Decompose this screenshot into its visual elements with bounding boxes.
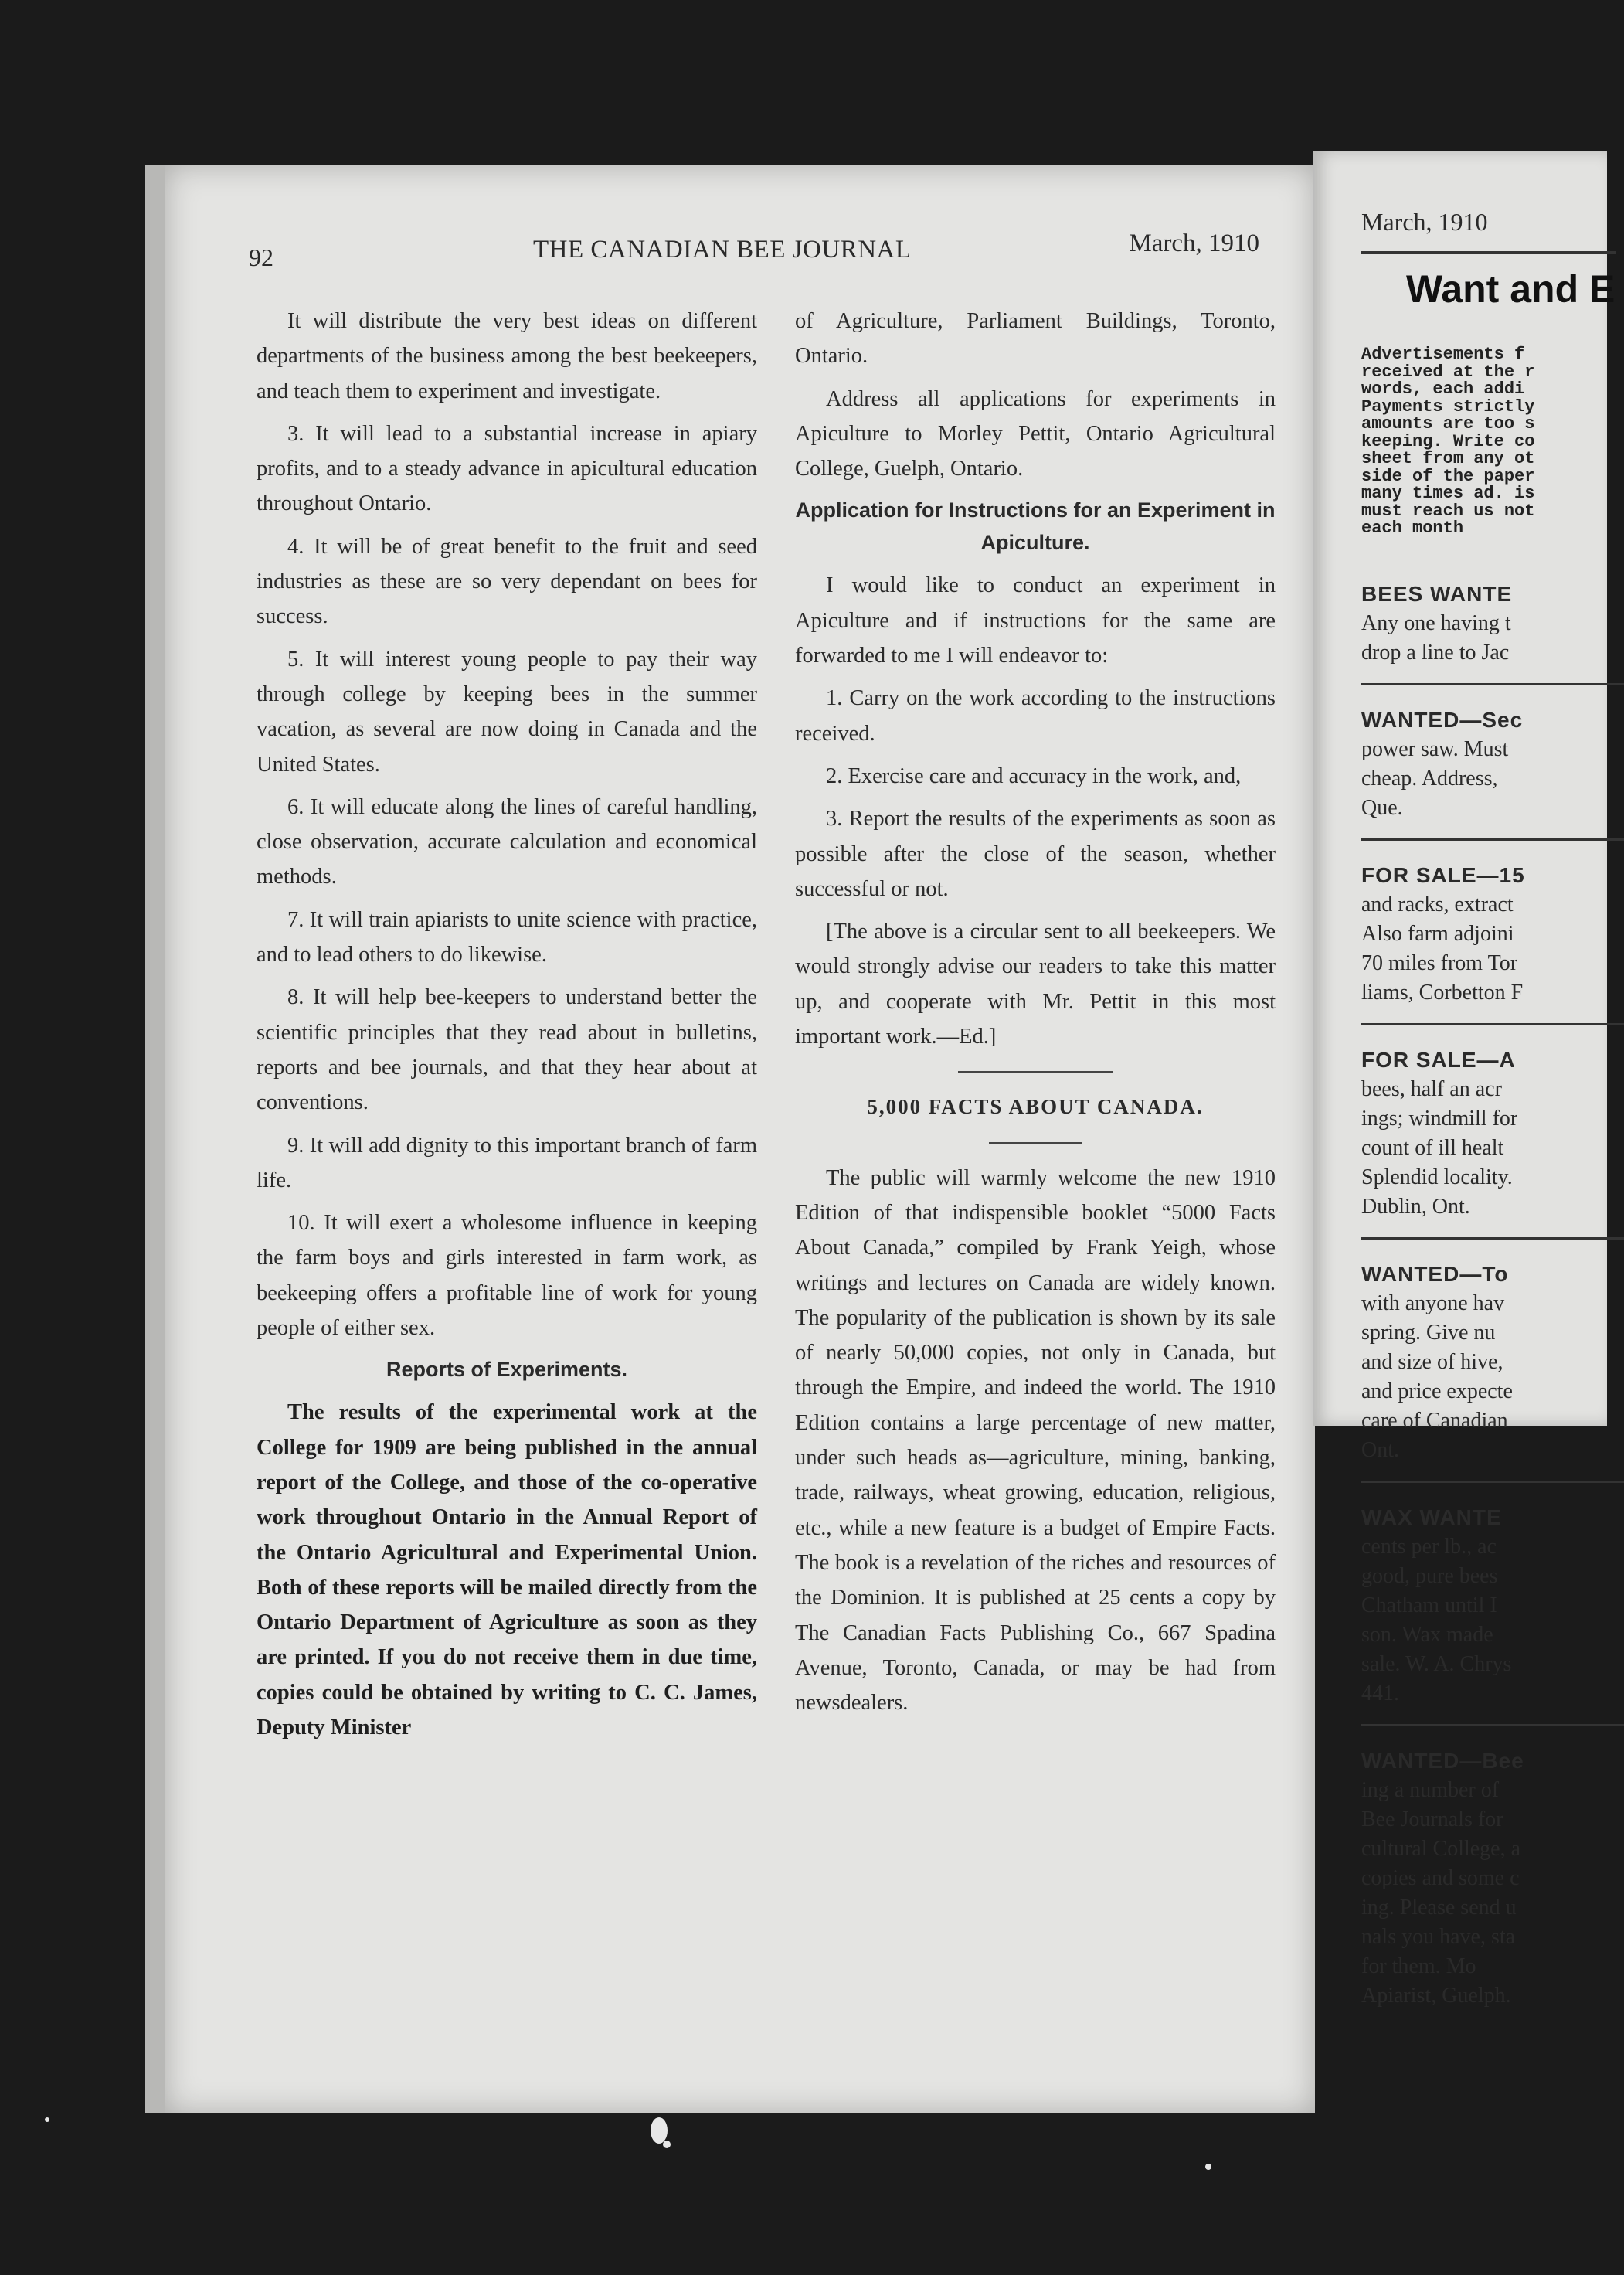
ad-line: and size of hive, <box>1361 1350 1503 1374</box>
notice-line: sheet from any ot <box>1361 449 1535 468</box>
classified-ad <box>1361 580 1624 685</box>
ad-line: ing a number of <box>1361 1778 1500 1802</box>
ad-line: son. Wax made <box>1361 1623 1493 1647</box>
notice-line: amounts are too s <box>1361 414 1535 434</box>
left-column <box>257 304 757 1753</box>
ad-line: Dublin, Ont. <box>1361 1195 1470 1219</box>
ad-line: drop a line to Jac <box>1361 641 1510 665</box>
ad-title: FOR SALE—15 <box>1361 863 1525 887</box>
ad-title: WANTED—Bee <box>1361 1749 1524 1773</box>
classified-heading: Want and E <box>1406 267 1616 311</box>
classified-ad <box>1361 861 1624 1025</box>
paragraph: of Agriculture, Parliament Buildings, Toronto, Ontario. <box>795 309 1276 369</box>
ad-line: for them. Mo <box>1361 1954 1476 1978</box>
editor-note: [The above is a circular sent to all beekeepers. We would strongly advise our readers to take this matter up, and cooperate with Mr. Pettit in this most important work.—Ed.] <box>795 920 1276 1049</box>
divider <box>989 1142 1082 1144</box>
page-header <box>249 230 1259 274</box>
reports-paragraph: The results of the experimental work at the College for 1909 are being published in the annual report of the College, and those of the co-operative work throughout Ontario in the Annual Report of the Ontario Agricultural and Experimental Union. Both of these reports will be mailed directly from the Ontario Department of Agriculture as soon as they are printed. If you do not receive them in due time, copies could be obtained by writing to C. C. James, Deputy Minister <box>257 1400 757 1739</box>
ad-line: with anyone hav <box>1361 1291 1505 1315</box>
classified-ad <box>1361 706 1624 841</box>
ad-line: Ont. <box>1361 1438 1399 1462</box>
list-item: 2. Exercise care and accuracy in the work, and, <box>826 763 1242 788</box>
paragraph: 5. It will interest young people to pay their way through college by keeping bees in the summer vacation, as several are now doing in Canada and the United States. <box>257 647 757 777</box>
list-item: 3. Report the results of the experiments as soon as possible after the close of the season, whether successful or not. <box>795 807 1276 901</box>
ad-line: Chatham until I <box>1361 1593 1497 1617</box>
ad-line: and price expecte <box>1361 1379 1513 1403</box>
ad-title: WAX WANTE <box>1361 1505 1502 1529</box>
journal-title: THE CANADIAN BEE JOURNAL <box>533 236 912 264</box>
facts-paragraph: The public will warmly welcome the new 1910 Edition of that indispensible booklet “5000 Facts About Canada,” compiled by Frank Yeigh, whose writings and lectures on Canada are widely known. The popularity of the publication is shown by its sale of nearly 50,000 copies, not only in Canada, but through the Empire, and indeed the world. The 1910 Edition contains a large percentage of new matter, under such heads as—agriculture, mining, banking, trade, railways, wheat growing, education, religious, etc., while a new feature is a budget of Empire Facts. The book is a revelation of the riches and resources of the Dominion. It is published at 25 cents a copy by The Canadian Facts Publishing Co., 667 Spadina Avenue, Toronto, Canada, or may be had from newsdealers. <box>795 1165 1276 1716</box>
paragraph: 10. It will exert a wholesome influence in keeping the farm boys and girls interested in farm work, as beekeeping offers a profitable line of work for young people of either sex. <box>257 1211 757 1341</box>
ad-line: Splendid locality. <box>1361 1165 1513 1189</box>
right-column <box>795 304 1276 1728</box>
classified-ad <box>1361 1260 1624 1483</box>
paragraph: 4. It will be of great benefit to the fruit and seed industries as these are so very dependant on bees for success. <box>257 534 757 629</box>
classified-ad <box>1361 1046 1624 1240</box>
issue-date: March, 1910 <box>1129 230 1259 257</box>
ad-line: sale. W. A. Chrys <box>1361 1652 1512 1676</box>
ad-line: copies and some c <box>1361 1866 1520 1890</box>
ad-line: Que. <box>1361 796 1403 820</box>
ad-line: Also farm adjoini <box>1361 922 1514 946</box>
paragraph: 8. It will help bee-keepers to understand better the scientific principles that they read about in bulletins, reports and bee journals, and that they hear about at conventions. <box>257 985 757 1115</box>
adjacent-page-date: March, 1910 <box>1361 208 1488 236</box>
dust-speck <box>1205 2164 1211 2170</box>
paragraph: 3. It will lead to a substantial increase in apiary profits, and to a steady advance in apicultural education throughout Ontario. <box>257 421 757 516</box>
classified-notice <box>1361 346 1616 538</box>
ad-line: ing. Please send u <box>1361 1896 1517 1920</box>
ad-title: WANTED—Sec <box>1361 708 1524 732</box>
ad-line: cents per lb., ac <box>1361 1535 1497 1559</box>
ad-line: 441. <box>1361 1682 1399 1705</box>
page-number: 92 <box>249 243 273 271</box>
ad-title: FOR SALE—A <box>1361 1048 1516 1072</box>
ad-title: WANTED—To <box>1361 1262 1509 1286</box>
notice-line: many times ad. is <box>1361 484 1535 503</box>
journal-page <box>145 165 1315 2113</box>
dust-speck <box>663 2141 671 2148</box>
paragraph: 9. It will add dignity to this important branch of farm life. <box>257 1133 757 1192</box>
ad-line: ings; windmill for <box>1361 1107 1518 1131</box>
notice-line: Payments strictly <box>1361 396 1535 417</box>
divider <box>958 1071 1113 1073</box>
ad-line: good, pure bees <box>1361 1564 1498 1588</box>
adjacent-page <box>1313 151 1616 2008</box>
ad-line: liams, Corbetton F <box>1361 981 1524 1005</box>
notice-line: side of the paper <box>1361 466 1535 486</box>
ad-line: 70 miles from Tor <box>1361 951 1518 975</box>
ad-line: count of ill healt <box>1361 1136 1504 1160</box>
ad-line: spring. Give nu <box>1361 1321 1496 1345</box>
ad-line: Apiarist, Guelph. <box>1361 1984 1511 2008</box>
ad-line: bees, half an acr <box>1361 1077 1502 1101</box>
classified-ad <box>1361 1503 1624 1726</box>
ad-line: cultural College, a <box>1361 1837 1521 1861</box>
dust-speck <box>45 2117 49 2122</box>
ad-line: care of Canadian <box>1361 1409 1508 1433</box>
divider <box>1361 251 1616 254</box>
application-intro: I would like to conduct an experiment in Apiculture and if instructions for the same are forwarded to me I will endeavor to: <box>795 573 1276 668</box>
facts-heading: 5,000 FACTS ABOUT CANADA. <box>867 1095 1204 1119</box>
ad-line: Any one having t <box>1361 611 1511 635</box>
classified-ads <box>1361 580 1624 2046</box>
ad-line: and racks, extract <box>1361 893 1514 916</box>
notice-line: Advertisements f <box>1361 345 1525 364</box>
address-paragraph: Address all applications for experiments in Apiculture to Morley Pettit, Ontario Agricultural College, Guelph, Ontario. <box>795 386 1276 481</box>
notice-line: received at the r <box>1361 362 1535 382</box>
paragraph: It will distribute the very best ideas on different departments of the business among the best beekeepers, and teach them to experiment and investigate. <box>257 309 757 403</box>
ad-line: nals you have, sta <box>1361 1925 1516 1949</box>
notice-line: keeping. Write co <box>1361 431 1535 451</box>
paragraph: 6. It will educate along the lines of careful handling, close observation, accurate calculation and economical methods. <box>257 794 757 889</box>
reports-heading: Reports of Experiments. <box>386 1358 628 1382</box>
paragraph: 7. It will train apiarists to unite science with practice, and to lead others to do likewise. <box>257 907 757 967</box>
ad-line: cheap. Address, <box>1361 767 1498 791</box>
ad-line: power saw. Must <box>1361 737 1509 761</box>
notice-line: each month <box>1361 519 1464 538</box>
ad-title: BEES WANTE <box>1361 582 1513 606</box>
application-heading: Application for Instructions for an Experiment in Apiculture. <box>795 498 1276 555</box>
ad-line: Bee Journals for <box>1361 1807 1503 1831</box>
dust-speck <box>651 2117 668 2144</box>
list-item: 1. Carry on the work according to the instructions received. <box>795 686 1276 746</box>
notice-line: words, each addi <box>1361 379 1525 399</box>
classified-ad <box>1361 1746 1624 2026</box>
notice-line: must reach us not <box>1361 501 1535 521</box>
